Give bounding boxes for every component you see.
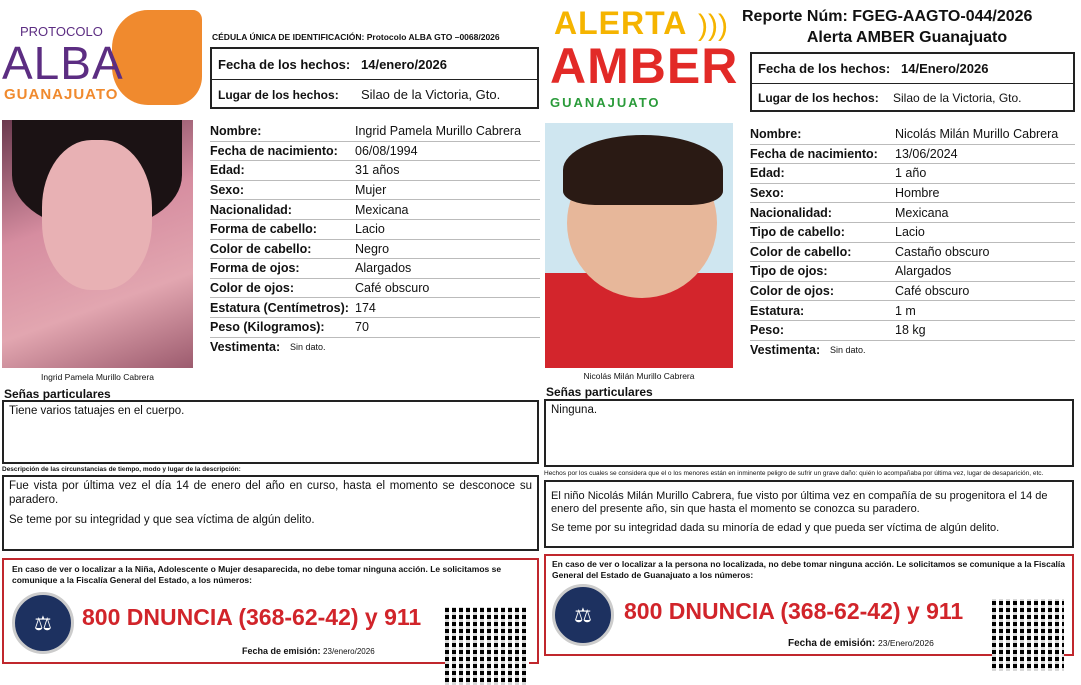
qr-code-icon: [445, 607, 529, 685]
event-box: Fecha de los hechos: 14/Enero/2026 Lugar de los hechos: Silao de la Victoria, Gto.: [750, 52, 1075, 112]
phone-number: 800 DNUNCIA (368-62-42) y 911: [82, 604, 422, 630]
report-number: Reporte Núm: FGEG-AAGTO-044/2026: [742, 8, 1033, 25]
fiscalia-seal-icon: ⚖: [12, 592, 74, 654]
desc-label: Descripción de las circunstancias de tiempo, modo y lugar de la descripción:: [2, 466, 241, 473]
person-fields: Nombre: Nicolás Milán Murillo Cabrera Fecha de nacimiento: 13/06/2024 Edad: 1 año Sexo: Hombre Nacionalidad: Mexicana Tipo de cabello: Lacio Color de cabello: Castaño obscuro Tipo de ojos: Alargados Color de ojos: Café obscuro Estatura: 1 m Peso: 18 kg Vestimenta: Sin dato.: [750, 125, 1075, 360]
missing-person-photo: [2, 120, 193, 368]
signal-icon: ))): [698, 9, 728, 42]
fiscalia-seal-icon: ⚖: [552, 584, 614, 646]
photo-caption: Nicolás Milán Murillo Cabrera: [583, 371, 695, 381]
contact-box: En caso de ver o localizar a la Niña, Adolescente o Mujer desaparecida, no debe tomar ninguna acción. Le solicitamos se comunique a la Fiscalía General del Estado, a los números: ⚖ 800 DNUNCIA (368-62-42) y 911 Fecha de emisión: 23/enero/2026: [2, 558, 539, 664]
alba-logo: PROTOCOLO ALBA GUANAJUATO: [2, 10, 202, 105]
phone-number: 800 DNUNCIA (368-62-42) y 911: [624, 598, 964, 624]
report-title: Alerta AMBER Guanajuato: [806, 29, 1008, 46]
senas-label: Señas particulares: [546, 385, 653, 399]
senas-box: Tiene varios tatuajes en el cuerpo.: [2, 400, 539, 464]
desc-box: El niño Nicolás Milán Murillo Cabrera, fue visto por última vez en compañía de su progenitora el 14 de enero del presente año, sin que hasta el momento se conozca su paradero. Se teme por su integridad dada su minoría de edad y que pueda ser víctima de algún delito.: [544, 480, 1074, 548]
photo-caption: Ingrid Pamela Murillo Cabrera: [41, 372, 154, 382]
event-box: Fecha de los hechos: 14/enero/2026 Lugar de los hechos: Silao de la Victoria, Gto.: [210, 47, 539, 109]
desc-box: Fue vista por última vez el día 14 de enero del año en curso, hasta el momento se desconoce su paradero. Se teme por su integridad y que sea víctima de algún delito.: [2, 475, 539, 551]
qr-code-icon: [992, 599, 1064, 671]
person-fields: Nombre: Ingrid Pamela Murillo Cabrera Fecha de nacimiento: 06/08/1994 Edad: 31 años Sexo: Mujer Nacionalidad: Mexicana Forma de cabello: Lacio Color de cabello: Negro Forma de ojos: Alargados Color de ojos: Café obscuro Estatura (Centímetros): 174 Peso (Kilogramos): 70 Vestimenta: Sin dato.: [210, 122, 540, 357]
senas-label: Señas particulares: [4, 387, 111, 401]
senas-box: Ninguna.: [544, 399, 1074, 467]
cedula-title: CÉDULA ÚNICA DE IDENTIFICACIÓN: Protocolo ALBA GTO –0068/2026: [212, 32, 500, 42]
missing-child-photo: [545, 123, 733, 368]
desc-label: Hechos por los cuales se considera que el o los menores están en inminente peligro de sufrir un grave daño: quién lo acompañaba por última vez, lugar de desaparición, etc.: [544, 470, 1044, 477]
amber-logo: ALERTA AMBER GUANAJUATO ))): [550, 5, 739, 110]
contact-box: En caso de ver o localizar a la persona no localizada, no debe tomar ninguna acción. Le solicitamos se comunique a la Fiscalía General del Estado de Guanajuato a los números: ⚖ 800 DNUNCIA (368-62-42) y 911 Fecha de emisión: 23/Enero/2026: [544, 554, 1074, 656]
